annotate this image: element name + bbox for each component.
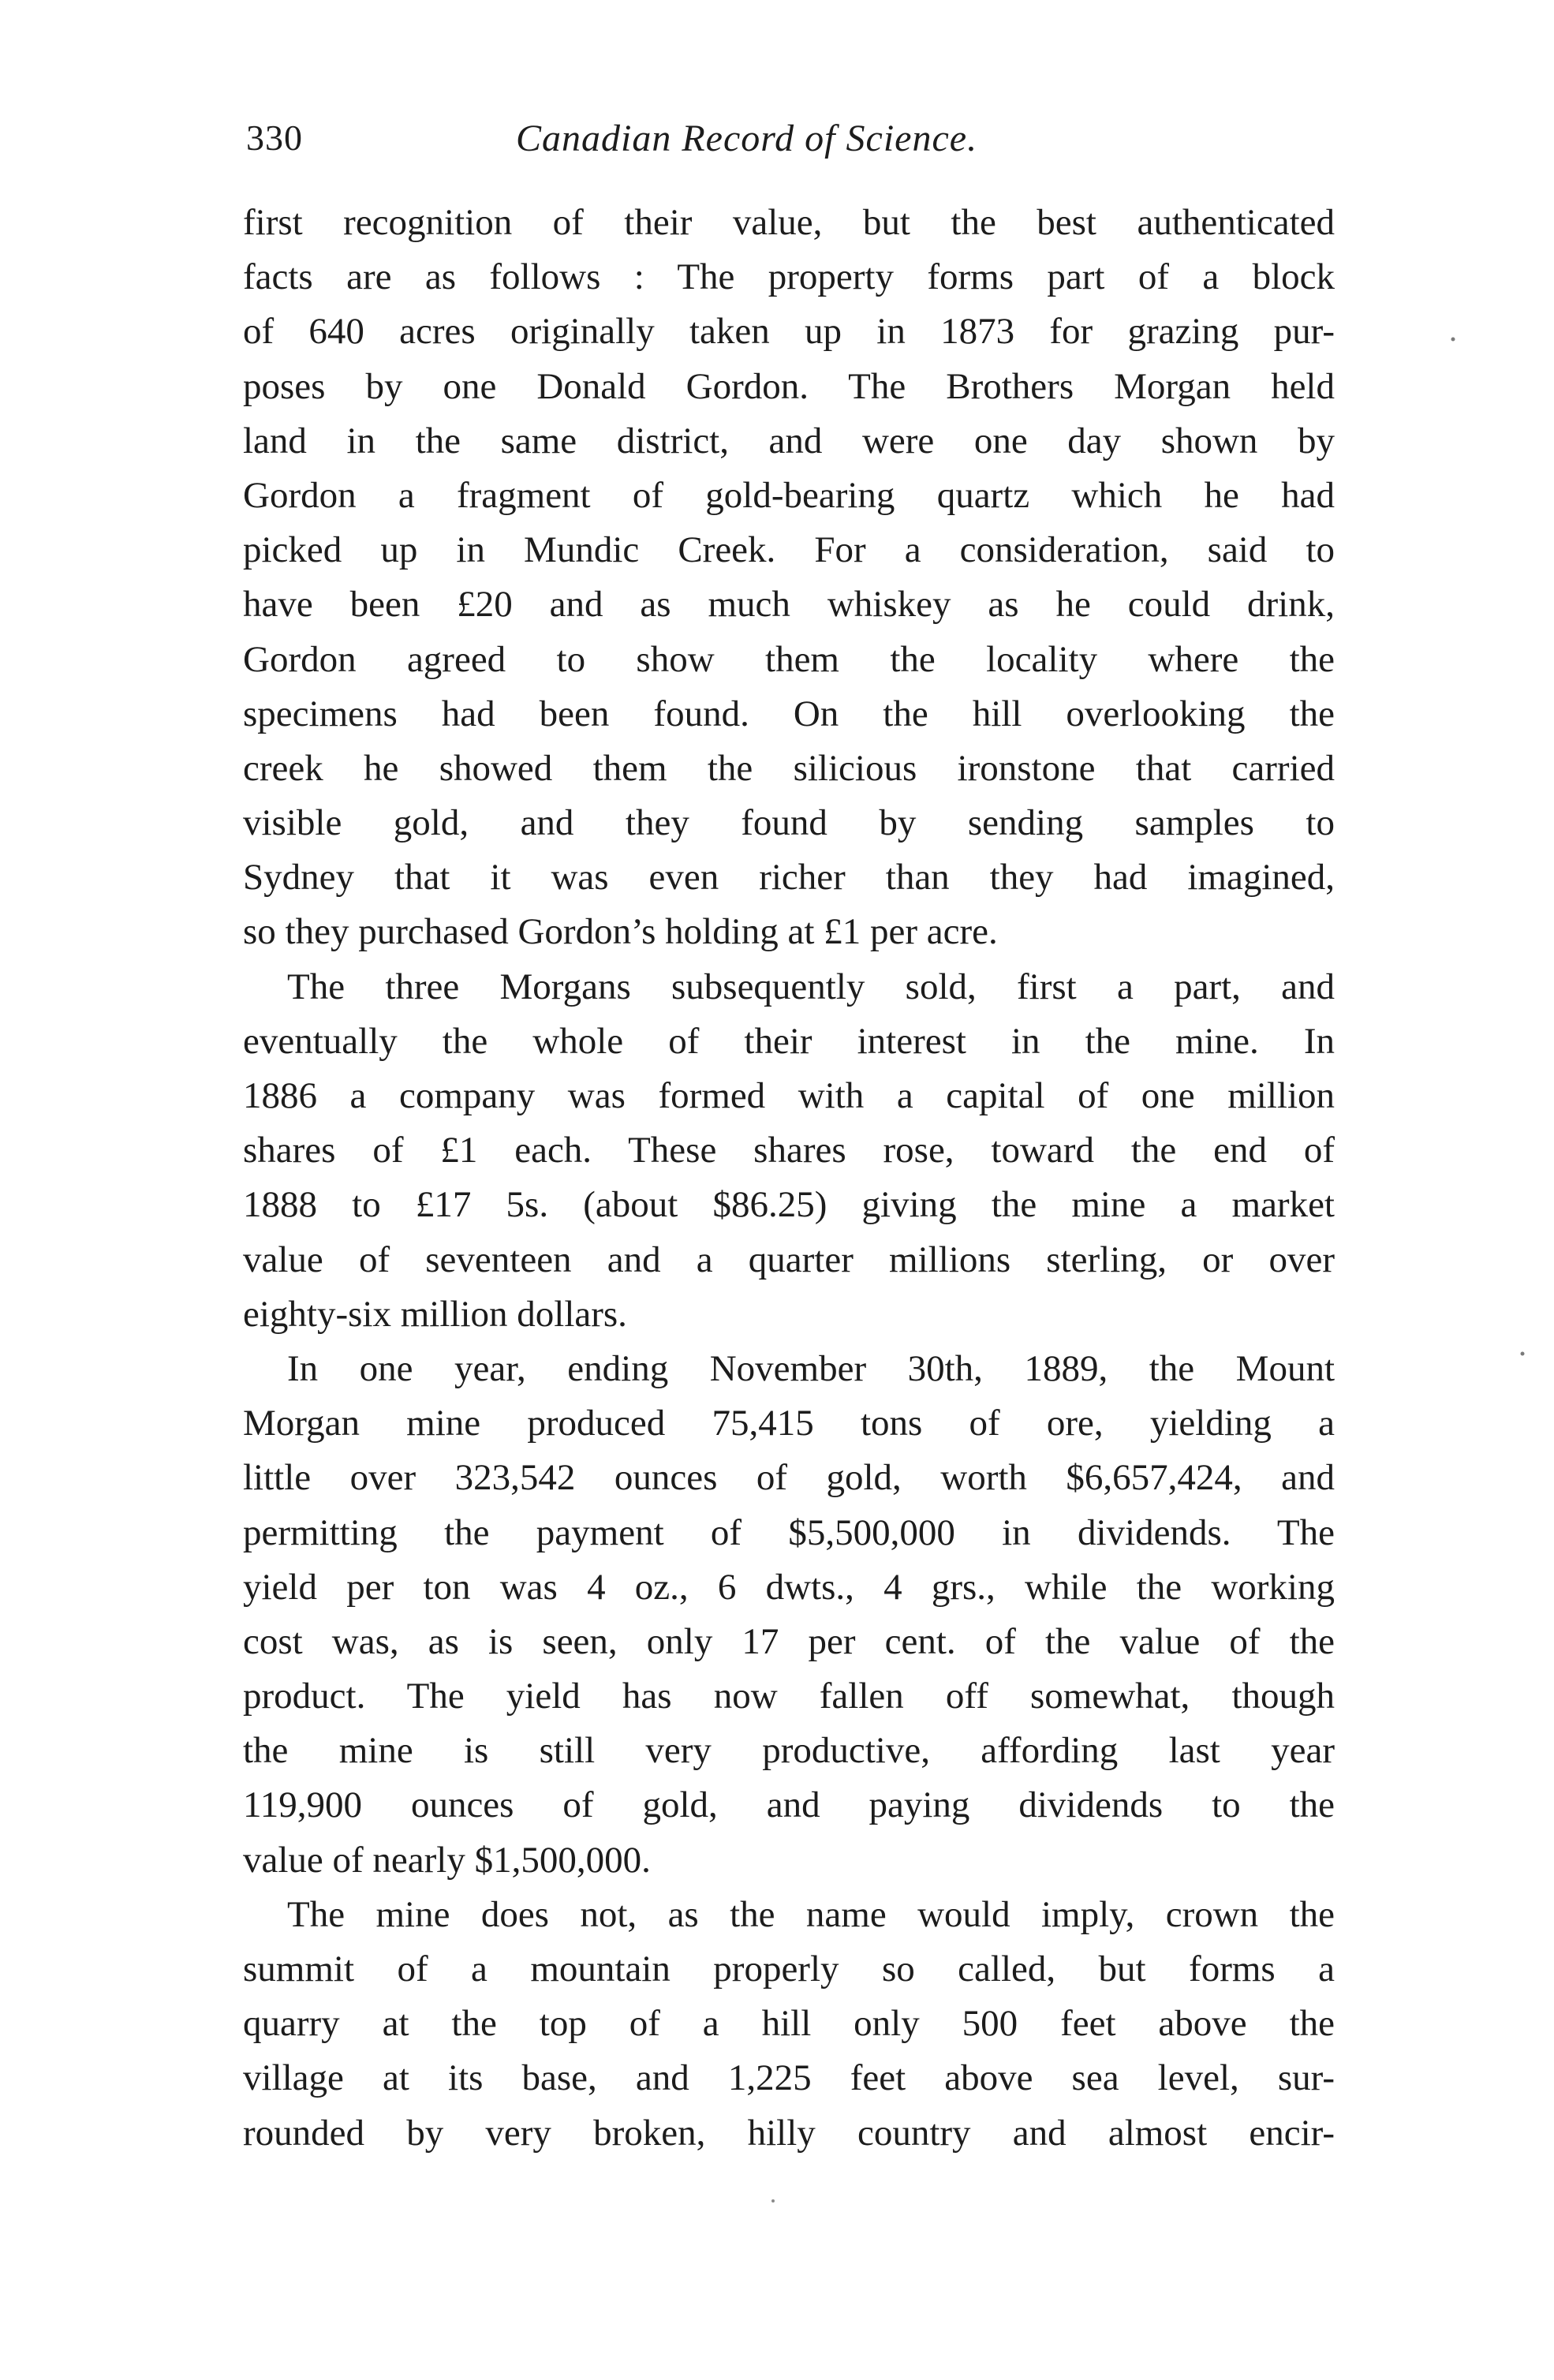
text-line: shares of £1 each. These shares rose, toward the end of (243, 1130, 1335, 1171)
text-line: summit of a mountain properly so called, but forms a (243, 1948, 1335, 1990)
text-line: permitting the payment of $5,500,000 in dividends. The (243, 1511, 1335, 1553)
text-line: cost was, as is seen, only 17 per cent. of the value of the (243, 1620, 1335, 1662)
paragraph-3 (243, 1342, 1335, 1888)
scan-speck (771, 2199, 775, 2203)
text-line: little over 323,542 ounces of gold, worth $6,657,424, and (243, 1457, 1335, 1499)
scan-speck (1521, 1352, 1525, 1356)
text-line: product. The yield has now fallen off somewhat, though (243, 1676, 1335, 1717)
text-line: Gordon a fragment of gold-bearing quartz which he had (243, 474, 1335, 516)
text-line: picked up in Mundic Creek. For a consideration, said to (243, 529, 1335, 571)
text-line: visible gold, and they found by sending samples to (243, 802, 1335, 844)
text-line: eventually the whole of their interest in the mine. In (243, 1020, 1335, 1062)
text-line: 1886 a company was formed with a capital of one million (243, 1075, 1335, 1116)
body-text (243, 196, 1335, 2161)
text-line: the mine is still very productive, affording last year (243, 1730, 1335, 1772)
text-line: yield per ton was 4 oz., 6 dwts., 4 grs., while the working (243, 1566, 1335, 1608)
page-header (246, 117, 1335, 172)
text-line: village at its base, and 1,225 feet above sea level, sur- (243, 2057, 1335, 2099)
text-line: Gordon agreed to show them the locality where the (243, 638, 1335, 680)
scan-speck (1451, 338, 1455, 342)
text-line: first recognition of their value, but the best authenticated (243, 202, 1335, 243)
page-number: 330 (246, 118, 303, 158)
text-line: Sydney that it was even richer than they had imagined, (243, 857, 1335, 899)
paragraph-2 (243, 960, 1335, 1342)
text-line: of 640 acres originally taken up in 1873 for grazing pur- (243, 311, 1335, 353)
text-line: The three Morgans subsequently sold, first a part, and (287, 966, 1335, 1007)
text-line: rounded by very broken, hilly country and almost encir- (243, 2112, 1335, 2154)
paragraph-4 (243, 1888, 1335, 2161)
running-title: Canadian Record of Science. (516, 118, 978, 159)
text-line: creek he showed them the silicious ironstone that carried (243, 747, 1335, 789)
text-line: 1888 to £17 5s. (about $86.25) giving the mine a market (243, 1184, 1335, 1226)
text-line: value of nearly $1,500,000. (243, 1839, 651, 1881)
text-line: so they purchased Gordon’s holding at £1 per acre. (243, 911, 998, 953)
text-line: 119,900 ounces of gold, and paying dividends to the (243, 1784, 1335, 1826)
text-line: eighty-six million dollars. (243, 1293, 627, 1335)
text-line: In one year, ending November 30th, 1889, the Mount (287, 1347, 1335, 1389)
text-line: have been £20 and as much whiskey as he could drink, (243, 584, 1335, 626)
text-line: Morgan mine produced 75,415 tons of ore, yielding a (243, 1403, 1335, 1444)
text-line: specimens had been found. On the hill overlooking the (243, 693, 1335, 734)
text-line: The mine does not, as the name would imply, crown the (287, 1893, 1335, 1935)
text-line: facts are as follows : The property forms part of a block (243, 256, 1335, 298)
text-line: land in the same district, and were one day shown by (243, 420, 1335, 461)
text-line: poses by one Donald Gordon. The Brothers Morgan held (243, 365, 1335, 407)
text-line: value of seventeen and a quarter millions sterling, or over (243, 1239, 1335, 1280)
paragraph-1 (243, 196, 1335, 960)
text-line: quarry at the top of a hill only 500 feet above the (243, 2003, 1335, 2045)
